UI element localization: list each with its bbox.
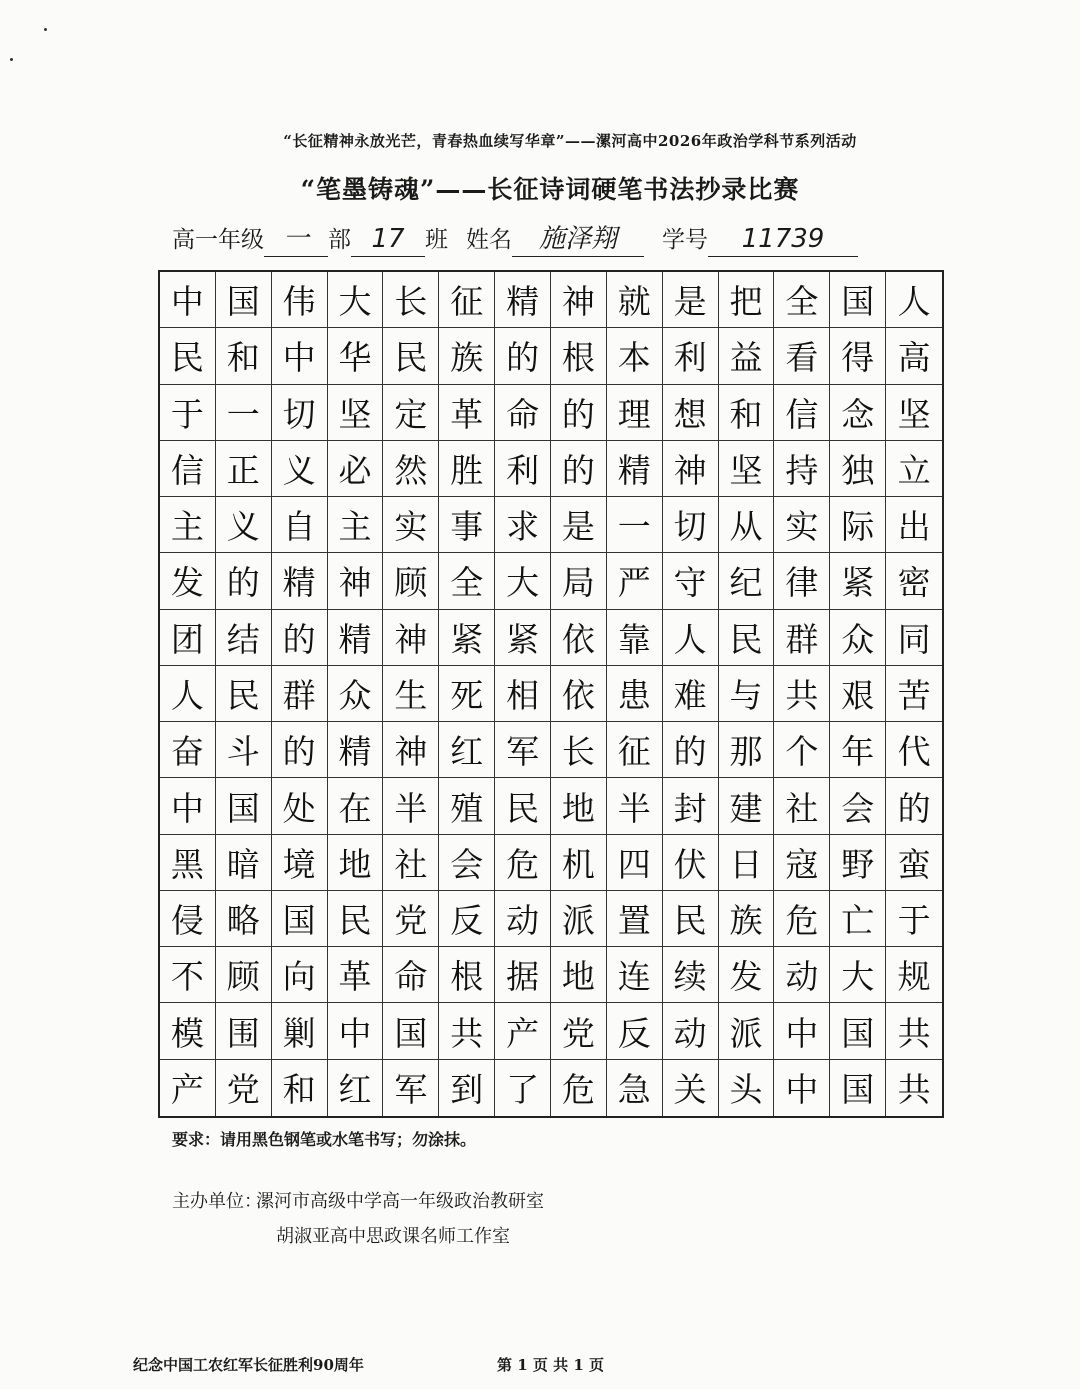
grid-cell: 规 bbox=[886, 947, 942, 1003]
grid-cell: 难 bbox=[663, 666, 719, 722]
grid-cell: 侵 bbox=[160, 891, 216, 947]
grid-cell: 艰 bbox=[830, 666, 886, 722]
grid-cell: 野 bbox=[830, 835, 886, 891]
grid-cell: 华 bbox=[328, 328, 384, 384]
grid-cell: 坚 bbox=[719, 441, 775, 497]
grid-cell: 据 bbox=[495, 947, 551, 1003]
grid-cell: 头 bbox=[719, 1060, 775, 1116]
grid-cell: 动 bbox=[495, 891, 551, 947]
grid-cell: 族 bbox=[719, 891, 775, 947]
grid-cell: 紧 bbox=[439, 610, 495, 666]
grid-cell: 是 bbox=[663, 272, 719, 328]
grid-cell: 中 bbox=[160, 272, 216, 328]
grid-cell: 大 bbox=[495, 553, 551, 609]
grid-cell: 略 bbox=[216, 891, 272, 947]
class-field[interactable]: 17 bbox=[351, 222, 425, 257]
grid-cell: 围 bbox=[216, 1003, 272, 1059]
grid-cell: 正 bbox=[216, 441, 272, 497]
grid-cell: 半 bbox=[383, 778, 439, 834]
grid-cell: 切 bbox=[272, 385, 328, 441]
grid-cell: 胜 bbox=[439, 441, 495, 497]
grid-cell: 顾 bbox=[216, 947, 272, 1003]
grid-cell: 红 bbox=[328, 1060, 384, 1116]
grid-cell: 的 bbox=[272, 610, 328, 666]
grid-cell: 国 bbox=[830, 1060, 886, 1116]
grid-cell: 关 bbox=[663, 1060, 719, 1116]
grade-label: 高一年级 bbox=[172, 227, 264, 253]
grid-cell: 和 bbox=[719, 385, 775, 441]
grid-cell: 精 bbox=[328, 610, 384, 666]
grid-cell: 顾 bbox=[383, 553, 439, 609]
grid-cell: 严 bbox=[607, 553, 663, 609]
grid-cell: 根 bbox=[551, 328, 607, 384]
organizer-line-2: 胡淑亚高中思政课名师工作室 bbox=[276, 1226, 510, 1247]
department-label: 部 bbox=[328, 227, 351, 253]
grid-cell: 精 bbox=[607, 441, 663, 497]
grid-cell: 紧 bbox=[830, 553, 886, 609]
grid-cell: 国 bbox=[830, 272, 886, 328]
grid-cell: 半 bbox=[607, 778, 663, 834]
grid-cell: 共 bbox=[439, 1003, 495, 1059]
contest-title: “笔墨铸魂”——长征诗词硬笔书法抄录比赛 bbox=[300, 175, 800, 204]
grid-cell: 团 bbox=[160, 610, 216, 666]
grid-cell: 国 bbox=[216, 778, 272, 834]
grid-cell: 根 bbox=[439, 947, 495, 1003]
grid-cell: 理 bbox=[607, 385, 663, 441]
grid-cell: 的 bbox=[886, 778, 942, 834]
grid-cell: 一 bbox=[607, 497, 663, 553]
grid-cell: 国 bbox=[272, 891, 328, 947]
grid-cell: 人 bbox=[160, 666, 216, 722]
grid-cell: 持 bbox=[774, 441, 830, 497]
name-field[interactable]: 施泽翔 bbox=[512, 222, 644, 257]
grid-cell: 日 bbox=[719, 835, 775, 891]
grid-cell: 神 bbox=[328, 553, 384, 609]
student-id-label: 学号 bbox=[662, 227, 708, 253]
footer-commemoration: 纪念中国工农红军长征胜利90周年 bbox=[133, 1356, 364, 1374]
grid-cell: 就 bbox=[607, 272, 663, 328]
scan-speck bbox=[44, 28, 47, 31]
grid-cell: 同 bbox=[886, 610, 942, 666]
grid-cell: 切 bbox=[663, 497, 719, 553]
grid-cell: 国 bbox=[830, 1003, 886, 1059]
grid-cell: 红 bbox=[439, 722, 495, 778]
grid-cell: 地 bbox=[328, 835, 384, 891]
grid-cell: 实 bbox=[774, 497, 830, 553]
grid-cell: 社 bbox=[774, 778, 830, 834]
grid-cell: 得 bbox=[830, 328, 886, 384]
grid-cell: 地 bbox=[551, 947, 607, 1003]
class-label: 班 bbox=[425, 227, 448, 253]
grid-cell: 依 bbox=[551, 610, 607, 666]
grid-cell: 益 bbox=[719, 328, 775, 384]
grid-cell: 利 bbox=[495, 441, 551, 497]
grid-cell: 纪 bbox=[719, 553, 775, 609]
grid-cell: 患 bbox=[607, 666, 663, 722]
grid-cell: 剿 bbox=[272, 1003, 328, 1059]
grid-cell: 境 bbox=[272, 835, 328, 891]
grid-cell: 出 bbox=[886, 497, 942, 553]
grid-cell: 精 bbox=[272, 553, 328, 609]
grid-cell: 独 bbox=[830, 441, 886, 497]
grid-cell: 把 bbox=[719, 272, 775, 328]
grid-cell: 中 bbox=[328, 1003, 384, 1059]
grid-cell: 急 bbox=[607, 1060, 663, 1116]
grid-cell: 然 bbox=[383, 441, 439, 497]
organizer-label: 主办单位： bbox=[172, 1191, 262, 1212]
grid-cell: 的 bbox=[272, 722, 328, 778]
grid-cell: 于 bbox=[160, 385, 216, 441]
grid-cell: 党 bbox=[216, 1060, 272, 1116]
name-label: 姓名 bbox=[466, 227, 512, 253]
grid-cell: 社 bbox=[383, 835, 439, 891]
grid-cell: 义 bbox=[272, 441, 328, 497]
grid-cell: 动 bbox=[774, 947, 830, 1003]
grid-cell: 信 bbox=[160, 441, 216, 497]
grid-cell: 军 bbox=[495, 722, 551, 778]
activity-series-line: “长征精神永放光芒，青春热血续写华章”——漯河高中2026年政治学科节系列活动 bbox=[283, 132, 857, 150]
grid-cell: 暗 bbox=[216, 835, 272, 891]
grid-cell: 高 bbox=[886, 328, 942, 384]
grid-cell: 的 bbox=[495, 328, 551, 384]
grid-cell: 义 bbox=[216, 497, 272, 553]
grid-cell: 的 bbox=[551, 385, 607, 441]
grid-cell: 长 bbox=[551, 722, 607, 778]
grid-cell: 中 bbox=[774, 1003, 830, 1059]
grid-cell: 群 bbox=[272, 666, 328, 722]
grid-cell: 产 bbox=[495, 1003, 551, 1059]
grid-cell: 神 bbox=[383, 722, 439, 778]
grid-cell: 危 bbox=[774, 891, 830, 947]
grid-cell: 奋 bbox=[160, 722, 216, 778]
grid-cell: 大 bbox=[328, 272, 384, 328]
grid-cell: 苦 bbox=[886, 666, 942, 722]
grid-cell: 必 bbox=[328, 441, 384, 497]
grid-cell: 那 bbox=[719, 722, 775, 778]
grid-cell: 黑 bbox=[160, 835, 216, 891]
grid-cell: 民 bbox=[383, 328, 439, 384]
grid-cell: 是 bbox=[551, 497, 607, 553]
grid-cell: 靠 bbox=[607, 610, 663, 666]
grid-cell: 群 bbox=[774, 610, 830, 666]
grid-cell: 处 bbox=[272, 778, 328, 834]
grid-cell: 中 bbox=[160, 778, 216, 834]
grid-cell: 置 bbox=[607, 891, 663, 947]
grid-cell: 精 bbox=[328, 722, 384, 778]
grid-cell: 了 bbox=[495, 1060, 551, 1116]
department-field[interactable]: 一 bbox=[264, 222, 328, 257]
grid-cell: 命 bbox=[495, 385, 551, 441]
grid-cell: 会 bbox=[830, 778, 886, 834]
grid-cell: 想 bbox=[663, 385, 719, 441]
grid-cell: 本 bbox=[607, 328, 663, 384]
grid-cell: 国 bbox=[383, 1003, 439, 1059]
grid-cell: 民 bbox=[328, 891, 384, 947]
grid-cell: 自 bbox=[272, 497, 328, 553]
grid-cell: 实 bbox=[383, 497, 439, 553]
grid-cell: 共 bbox=[774, 666, 830, 722]
grid-cell: 连 bbox=[607, 947, 663, 1003]
grid-cell: 依 bbox=[551, 666, 607, 722]
grid-cell: 在 bbox=[328, 778, 384, 834]
grid-cell: 信 bbox=[774, 385, 830, 441]
grid-cell: 主 bbox=[160, 497, 216, 553]
grid-cell: 伏 bbox=[663, 835, 719, 891]
grid-cell: 坚 bbox=[886, 385, 942, 441]
grid-cell: 派 bbox=[719, 1003, 775, 1059]
grid-cell: 寇 bbox=[774, 835, 830, 891]
grid-cell: 念 bbox=[830, 385, 886, 441]
grid-cell: 封 bbox=[663, 778, 719, 834]
grid-cell: 续 bbox=[663, 947, 719, 1003]
grid-cell: 坚 bbox=[328, 385, 384, 441]
writing-requirement: 要求：请用黑色钢笔或水笔书写；勿涂抹。 bbox=[172, 1130, 477, 1149]
grid-cell: 主 bbox=[328, 497, 384, 553]
grid-cell: 地 bbox=[551, 778, 607, 834]
scan-speck bbox=[10, 58, 13, 61]
grid-cell: 发 bbox=[719, 947, 775, 1003]
grid-cell: 和 bbox=[216, 328, 272, 384]
grid-cell: 际 bbox=[830, 497, 886, 553]
grid-cell: 民 bbox=[495, 778, 551, 834]
grid-cell: 党 bbox=[551, 1003, 607, 1059]
grid-cell: 全 bbox=[774, 272, 830, 328]
grid-cell: 亡 bbox=[830, 891, 886, 947]
grid-cell: 相 bbox=[495, 666, 551, 722]
grid-cell: 革 bbox=[328, 947, 384, 1003]
grid-cell: 动 bbox=[663, 1003, 719, 1059]
grid-cell: 神 bbox=[551, 272, 607, 328]
grid-cell: 大 bbox=[830, 947, 886, 1003]
student-id-field[interactable]: 11739 bbox=[708, 222, 858, 257]
grid-cell: 神 bbox=[383, 610, 439, 666]
grid-cell: 民 bbox=[663, 891, 719, 947]
grid-cell: 共 bbox=[886, 1003, 942, 1059]
grid-cell: 四 bbox=[607, 835, 663, 891]
grid-cell: 众 bbox=[830, 610, 886, 666]
grid-cell: 生 bbox=[383, 666, 439, 722]
grid-cell: 的 bbox=[663, 722, 719, 778]
grid-cell: 的 bbox=[216, 553, 272, 609]
grid-cell: 事 bbox=[439, 497, 495, 553]
grid-cell: 命 bbox=[383, 947, 439, 1003]
grid-cell: 殖 bbox=[439, 778, 495, 834]
grid-cell: 蛮 bbox=[886, 835, 942, 891]
grid-cell: 神 bbox=[663, 441, 719, 497]
grid-cell: 征 bbox=[439, 272, 495, 328]
grid-cell: 定 bbox=[383, 385, 439, 441]
grid-cell: 中 bbox=[272, 328, 328, 384]
grid-cell: 中 bbox=[774, 1060, 830, 1116]
grid-cell: 局 bbox=[551, 553, 607, 609]
grid-cell: 一 bbox=[216, 385, 272, 441]
grid-cell: 不 bbox=[160, 947, 216, 1003]
grid-cell: 反 bbox=[439, 891, 495, 947]
grid-cell: 产 bbox=[160, 1060, 216, 1116]
grid-cell: 危 bbox=[551, 1060, 607, 1116]
grid-cell: 全 bbox=[439, 553, 495, 609]
grid-cell: 国 bbox=[216, 272, 272, 328]
grid-cell: 与 bbox=[719, 666, 775, 722]
grid-cell: 于 bbox=[886, 891, 942, 947]
grid-cell: 伟 bbox=[272, 272, 328, 328]
grid-cell: 机 bbox=[551, 835, 607, 891]
grid-cell: 看 bbox=[774, 328, 830, 384]
grid-cell: 模 bbox=[160, 1003, 216, 1059]
grid-cell: 军 bbox=[383, 1060, 439, 1116]
grid-cell: 利 bbox=[663, 328, 719, 384]
student-info-line bbox=[172, 222, 932, 262]
grid-cell: 到 bbox=[439, 1060, 495, 1116]
grid-cell: 的 bbox=[551, 441, 607, 497]
organizer-line-1: 漯河市高级中学高一年级政治教研室 bbox=[256, 1191, 544, 1212]
grid-cell: 死 bbox=[439, 666, 495, 722]
grid-cell: 长 bbox=[383, 272, 439, 328]
grid-cell: 危 bbox=[495, 835, 551, 891]
grid-cell: 民 bbox=[160, 328, 216, 384]
grid-cell: 共 bbox=[897, 1070, 931, 1110]
grid-cell: 革 bbox=[439, 385, 495, 441]
grid-cell: 建 bbox=[719, 778, 775, 834]
grid-cell: 反 bbox=[607, 1003, 663, 1059]
grid-cell: 代 bbox=[886, 722, 942, 778]
grid-cell: 密 bbox=[886, 553, 942, 609]
grid-cell: 人 bbox=[663, 610, 719, 666]
grid-cell: 征 bbox=[607, 722, 663, 778]
grid-cell: 律 bbox=[774, 553, 830, 609]
grid-cell: 派 bbox=[551, 891, 607, 947]
grid-cell: 年 bbox=[830, 722, 886, 778]
grid-cell: 精 bbox=[495, 272, 551, 328]
grid-cell: 民 bbox=[216, 666, 272, 722]
grid-cell: 会 bbox=[439, 835, 495, 891]
grid-cell: 从 bbox=[719, 497, 775, 553]
grid-cell: 个 bbox=[774, 722, 830, 778]
grid-cell: 求 bbox=[495, 497, 551, 553]
grid-cell: 立 bbox=[886, 441, 942, 497]
grid-cell: 众 bbox=[328, 666, 384, 722]
grid-cell: 发 bbox=[160, 553, 216, 609]
footer-page-number: 第 1 页 共 1 页 bbox=[497, 1356, 604, 1374]
writing-grid bbox=[158, 270, 944, 1118]
grid-cell: 党 bbox=[383, 891, 439, 947]
grid-cell: 紧 bbox=[495, 610, 551, 666]
grid-cell: 和 bbox=[272, 1060, 328, 1116]
grid-cell: 族 bbox=[439, 328, 495, 384]
grid-cell: 人 bbox=[886, 272, 942, 328]
grid-cell: 斗 bbox=[216, 722, 272, 778]
grid-cell: 民 bbox=[719, 610, 775, 666]
grid-cell: 结 bbox=[216, 610, 272, 666]
grid-cell: 向 bbox=[272, 947, 328, 1003]
grid-cell: 守 bbox=[663, 553, 719, 609]
